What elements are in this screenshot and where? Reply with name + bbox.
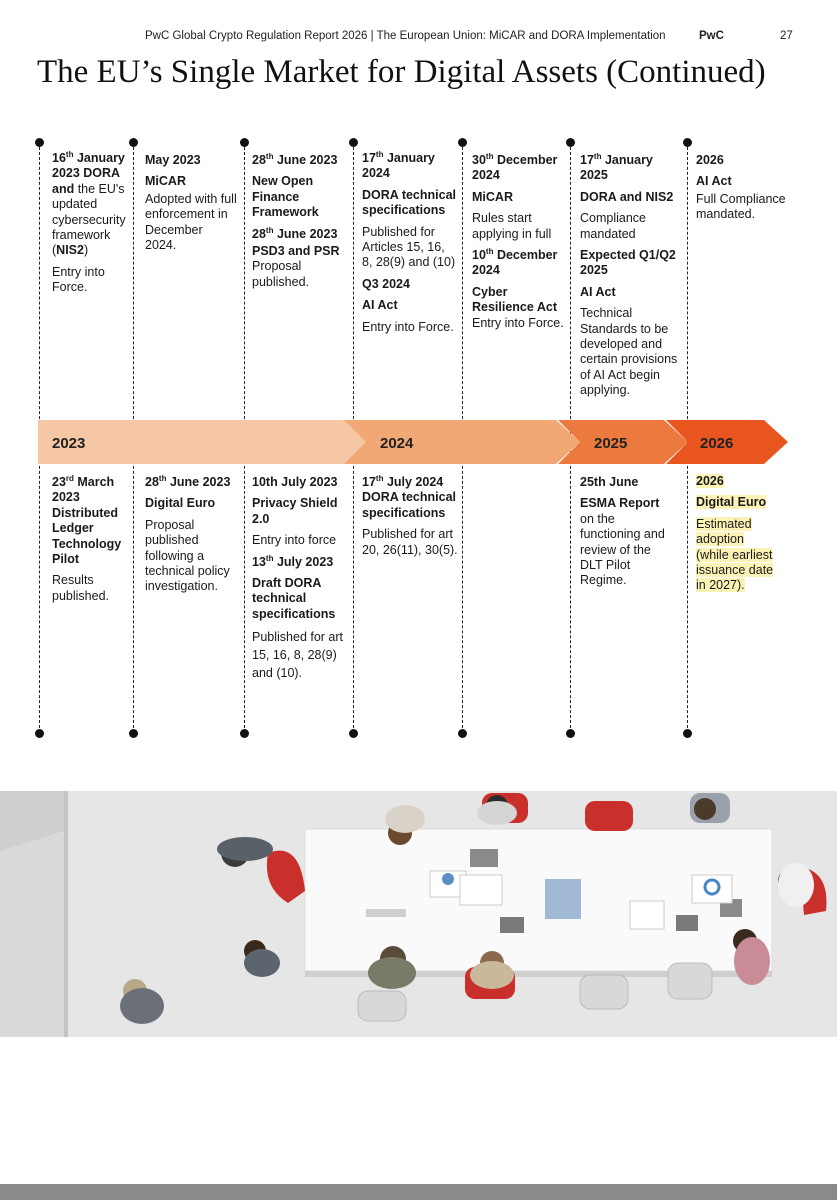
date-day: 16: [52, 151, 66, 165]
footer-bar: [0, 1184, 837, 1200]
milestone-desc: Rules start applying in full: [472, 211, 552, 241]
milestone-item: DORA and NIS2: [580, 189, 674, 204]
milestone-item: MiCAR: [145, 174, 186, 189]
date-text: July 2024 DORA technical specifications: [362, 475, 457, 520]
date-day: 13: [252, 554, 266, 569]
date-suffix: th: [375, 474, 384, 483]
date-text: June 2023: [273, 226, 338, 241]
milestone-item: ESMA Report: [580, 496, 660, 511]
milestone-item: MiCAR: [472, 189, 513, 204]
milestone-top-1: [52, 151, 132, 302]
milestone-desc: Published for art 15, 16, 8, 28(9) and (10).: [252, 630, 344, 681]
milestone-bottom-1: [52, 475, 132, 610]
date-text: July 2023: [273, 554, 334, 569]
nis2-label: NIS2: [56, 243, 84, 258]
milestone-item: Cyber Resilience Act: [472, 284, 557, 315]
date-suffix: rd: [65, 474, 74, 483]
milestone-date: 10th July 2023: [252, 475, 338, 489]
milestone-desc: Estimated adoption (while earliest issuance date in 2027).: [696, 516, 774, 593]
timeline-dot: [566, 138, 575, 147]
milestone-desc: Full Compliance mandated.: [696, 191, 786, 222]
milestone-bottom-5: [580, 475, 672, 595]
milestone-desc: Entry into Force.: [52, 264, 105, 295]
arrow-shape-2023: [38, 420, 368, 464]
milestone-date: May 2023: [145, 153, 201, 167]
milestone-desc: Published for Articles 15, 16, 8, 28(9) and (10): [362, 224, 456, 270]
milestone-desc: Entry into Force.: [362, 319, 454, 334]
timeline-dot: [240, 729, 249, 738]
milestone-item: Digital Euro: [696, 495, 767, 510]
milestone-item: Distributed Ledger Technology Pilot: [52, 505, 122, 567]
date-day: 23: [52, 475, 66, 489]
date-suffix: th: [265, 152, 274, 161]
date-suffix: th: [158, 474, 167, 483]
timeline-dot: [240, 138, 249, 147]
date-day: 28: [145, 475, 159, 489]
timeline-dot: [129, 138, 138, 147]
milestone-top-7: [696, 153, 786, 229]
date-day: 10: [472, 248, 486, 263]
date-text: June 2023: [273, 153, 338, 167]
milestone-desc: Adopted with full enforcement in December 2024.: [145, 191, 237, 253]
milestone-desc: Proposal published following a technical policy investigation.: [145, 517, 230, 594]
date-text: June 2023: [166, 475, 231, 489]
milestone-item: Digital Euro: [145, 496, 216, 511]
milestone-date: Expected Q1/Q2 2025: [580, 248, 676, 278]
timeline-dot: [35, 138, 44, 147]
year-label: 2024: [380, 435, 414, 452]
milestone-desc: Entry into force: [252, 533, 337, 548]
milestone-top-5: [472, 153, 570, 337]
report-title: PwC Global Crypto Regulation Report 2026 | The European Union: MiCAR and DORA Implementation: [145, 30, 666, 42]
milestone-desc: Technical Standards to be developed and certain provisions of AI Act begin applying.: [580, 306, 678, 398]
milestone-item: AI Act: [580, 284, 616, 299]
page-number: 27: [780, 30, 793, 42]
milestone-desc: Compliance mandated: [580, 211, 647, 241]
milestone-bottom-2: [145, 475, 241, 601]
milestone-bottom-4: [362, 475, 458, 564]
milestone-desc: Results published.: [52, 573, 109, 603]
date-text: January 2023 DORA: [52, 151, 125, 181]
milestone-desc: Published for art 20, 26(11), 30(5).: [362, 527, 458, 557]
milestone-date: 2026: [696, 153, 724, 167]
date-day: 17: [580, 153, 594, 167]
milestone-date: Q3 2024: [362, 276, 410, 291]
milestone-item: Privacy Shield 2.0: [252, 496, 338, 526]
date-suffix: th: [265, 225, 274, 235]
date-text: January 2025: [580, 153, 653, 183]
milestone-item: New Open Finance Framework: [252, 174, 319, 220]
timeline-dot: [349, 138, 358, 147]
year-label: 2023: [52, 435, 86, 452]
date-day: 28: [252, 226, 266, 241]
brand-name: PwC: [699, 30, 724, 42]
milestone-desc: Entry into Force.: [472, 315, 564, 330]
date-suffix: th: [375, 150, 384, 159]
date-suffix: th: [593, 152, 602, 161]
date-day: 30: [472, 153, 486, 167]
year-label: 2026: [700, 435, 734, 452]
timeline-dot: [458, 729, 467, 738]
and-text: and: [52, 181, 75, 196]
meeting-photo: [0, 791, 837, 1037]
milestone-item: AI Act: [362, 298, 398, 313]
milestone-top-4: [362, 151, 458, 341]
date-day: 17: [362, 475, 376, 489]
milestone-top-2: [145, 153, 237, 259]
date-suffix: th: [65, 150, 74, 159]
milestone-date: 25th June: [580, 475, 639, 489]
milestone-date: 2026: [696, 474, 724, 488]
milestone-bottom-3: [252, 475, 350, 688]
date-text: December 2024: [472, 248, 558, 278]
timeline-dot: [458, 138, 467, 147]
timeline-dot: [566, 729, 575, 738]
date-suffix: th: [485, 152, 494, 161]
date-day: 17: [362, 151, 376, 165]
running-header: [0, 30, 837, 46]
date-text: December 2024: [472, 153, 558, 183]
timeline-dot: [349, 729, 358, 738]
milestone-bottom-6: [696, 474, 780, 600]
milestone-item: PSD3 and PSR: [252, 244, 340, 259]
milestone-top-6: [580, 153, 684, 405]
milestone-item: DORA technical specifications: [362, 187, 457, 218]
milestone-desc: on the functioning and review of the DLT Pilot Regime.: [580, 511, 665, 588]
date-text: March 2023: [52, 475, 115, 505]
year-arrow-2023: [38, 420, 368, 464]
milestone-top-3: [252, 153, 350, 296]
timeline-dot: [683, 729, 692, 738]
page-title: The EU’s Single Market for Digital Assets (Continued): [37, 54, 766, 90]
milestone-item: Draft DORA technical specifications: [252, 576, 336, 621]
body-text: the EU's updated cybersecurity framework (: [52, 181, 126, 258]
milestone-item: AI Act: [696, 174, 732, 189]
date-day: 28: [252, 153, 266, 167]
timeline-dot: [129, 729, 138, 738]
date-suffix: th: [485, 247, 494, 257]
year-label: 2025: [594, 435, 628, 452]
date-suffix: th: [265, 553, 274, 563]
timeline-dot: [683, 138, 692, 147]
date-text: January 2024: [362, 151, 435, 181]
milestone-desc: Proposal published.: [252, 259, 309, 289]
timeline-dot: [35, 729, 44, 738]
close-paren: ): [83, 243, 89, 258]
